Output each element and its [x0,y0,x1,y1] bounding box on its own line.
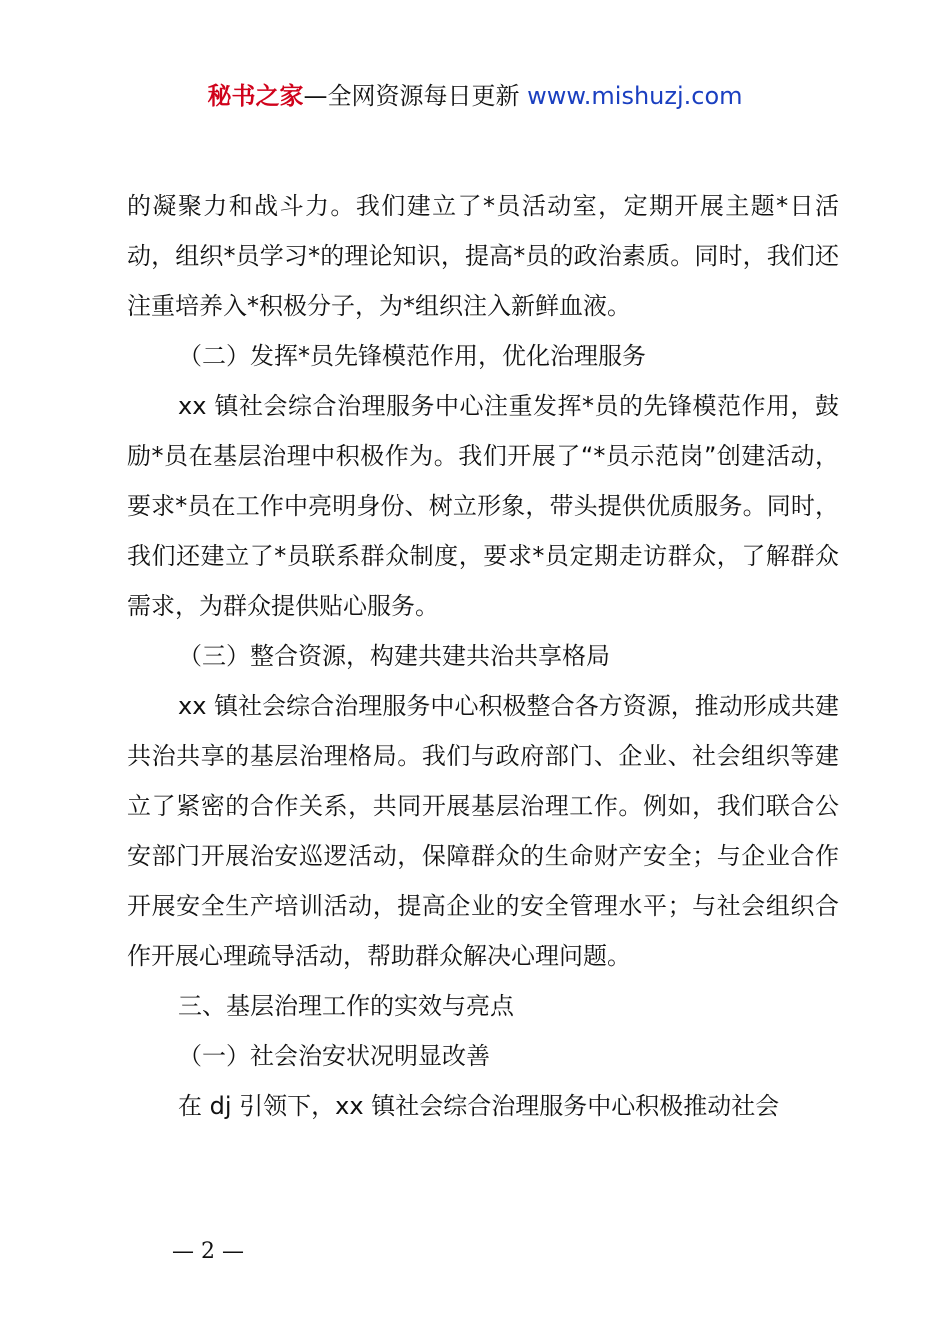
document-body [127,181,839,1131]
site-brand: 秘书之家 [207,82,304,110]
site-url-link[interactable]: www.mishuzj.com [527,82,743,110]
section-heading: （二）发挥*员先锋模范作用，优化治理服务 [178,342,646,370]
section-heading: （三）整合资源，构建共建共治共享格局 [178,642,610,670]
page-number: — 2 — [172,1239,244,1264]
paragraph: xx 镇社会综合治理服务中心注重发挥*员的先锋模范作用，鼓励*员在基层治理中积极作为。我们开展了“*员示范岗”创建活动，要求*员在工作中亮明身份、树立形象，带头提供优质服务。同时，我们还建立了*员联系群众制度，要求*员定期走访群众，了解群众需求，为群众提供贴心服务。 [127,392,839,620]
paragraph: xx 镇社会综合治理服务中心积极整合各方资源，推动形成共建共治共享的基层治理格局。我们与政府部门、企业、社会组织等建立了紧密的合作关系，共同开展基层治理工作。例如，我们联合公安部门开展治安巡逻活动，保障群众的生命财产安全；与企业合作开展安全生产培训活动，提高企业的安全管理水平；与社会组织合作开展心理疏导活动，帮助群众解决心理问题。 [127,692,839,970]
section-heading: （一）社会治安状况明显改善 [178,1042,490,1070]
site-tagline: —全网资源每日更新 [303,82,520,110]
paragraph: 在 dj 引领下，xx 镇社会综合治理服务中心积极推动社会 [178,1092,780,1120]
site-banner [0,78,950,114]
chapter-heading: 三、基层治理工作的实效与亮点 [178,992,514,1020]
paragraph: 的凝聚力和战斗力。我们建立了*员活动室，定期开展主题*日活动，组织*员学习*的理论知识，提高*员的政治素质。同时，我们还注重培养入*积极分子，为*组织注入新鲜血液。 [127,192,839,320]
